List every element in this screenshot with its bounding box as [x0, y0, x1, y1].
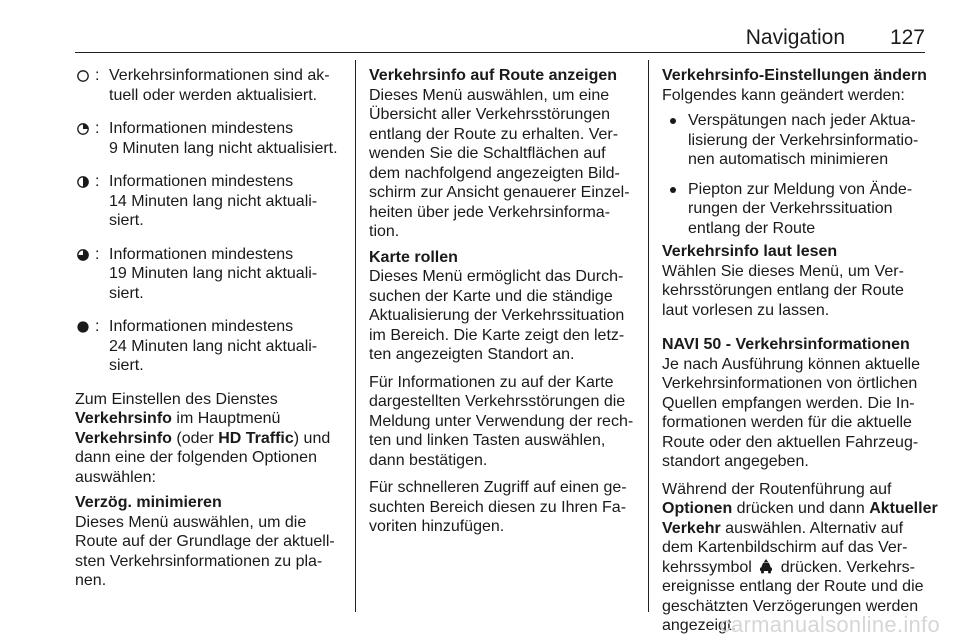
menu-term: Verkehr — [662, 519, 721, 537]
legend-text: Informationen mindestens — [109, 318, 294, 335]
column-divider-right — [648, 60, 649, 612]
header-title: Navigation — [745, 26, 845, 49]
menu-term: Verkehrsinfo — [75, 410, 172, 427]
section-verkehrsinfo-route: Verkehrsinfo auf Route anzeigen Dieses Menü auswählen, um eine Übersicht aller Verkehrsstörungen entlang der Route zu erhalten. Ver- wenden Sie die Schaltflächen auf dem nachfolgend angezeigten Bild- schirm zur Ansicht genauerer Einzel- heiten über jede Verkehrsinforma- tion. — [369, 67, 630, 240]
section-heading: Verkehrsinfo auf Route anzeigen — [369, 67, 618, 84]
paragraph: Für schnelleren Zugriff auf einen ge- suchten Bereich diesen zu Ihren Fa- voriten hinzufügen. — [369, 479, 627, 535]
column-left — [75, 66, 347, 591]
legend-text: siert. — [109, 357, 144, 374]
section-heading: Verkehrsinfo-Einstellungen ändern — [662, 67, 927, 84]
section-heading: Verkehrsinfo laut lesen — [662, 243, 838, 260]
paragraph: Während der Routenführung auf Optionen drücken und dann Aktueller Verkehr auswählen. Alternativ auf dem Kartenbildschirm auf das Ver- kehrssymbol drücken. Verkehrs- ereignisse entlang der Route und die geschätzten Verzögerungen werden angezeigt. — [662, 480, 938, 634]
legend-text: tuell oder werden aktualisiert. — [109, 86, 318, 104]
traffic-car-icon — [758, 559, 774, 574]
watermark: carmanualsonline.info — [719, 612, 940, 637]
section-verzoeg-minimieren: Verzög. minimieren Dieses Menü auswählen, um die Route auf der Grundlage der aktuell- sten Verkehrsinformationen zu pla- nen. — [75, 494, 335, 589]
bullet-icon — [670, 118, 676, 124]
legend-item: : Informationen mindestens 9 Minuten lang nicht aktualisiert. — [75, 119, 347, 158]
traffic-status-quarter-icon — [77, 123, 89, 135]
legend-text: 19 Minuten lang nicht aktuali- — [109, 265, 318, 282]
traffic-status-three-quarter-icon — [77, 249, 89, 261]
legend-text: 14 Minuten lang nicht aktuali- — [109, 192, 318, 210]
menu-term: HD Traffic — [218, 429, 294, 447]
list-item: Piepton zur Meldung von Ände- rungen der Verkehrssituation entlang der Route — [662, 180, 928, 239]
intro-paragraph: Zum Einstellen des Dienstes Verkehrsinfo im Hauptmenü Verkehrsinfo (oder HD Traffic) und dann eine der folgenden Optionen auswählen: — [75, 390, 331, 486]
legend-text: Informationen mindestens — [109, 173, 294, 190]
legend-item: : Informationen mindestens 19 Minuten lang nicht aktuali- siert. — [75, 245, 347, 304]
list-item: Verspätungen nach jeder Aktua- lisierung der Verkehrsinformatio- nen automatisch minimieren — [662, 111, 928, 170]
menu-term: Optionen — [662, 500, 733, 517]
column-middle — [369, 66, 635, 537]
page-header — [75, 22, 925, 52]
page-number: 127 — [889, 26, 925, 49]
column-right — [662, 66, 938, 636]
legend-item: : Informationen mindestens 14 Minuten lang nicht aktuali- siert. — [75, 172, 347, 231]
legend-text: Verkehrsinformationen sind ak- — [109, 67, 330, 84]
section-heading: Verzög. minimieren — [75, 494, 222, 511]
legend-item: : Informationen mindestens 24 Minuten lang nicht aktuali- siert. — [75, 317, 347, 376]
section-heading: NAVI 50 - Verkehrsinformationen — [662, 336, 910, 353]
legend-text: siert. — [109, 284, 144, 302]
legend-text: Informationen mindestens — [109, 120, 294, 137]
menu-term: Verkehrsinfo — [75, 429, 172, 447]
bullet-icon — [670, 187, 676, 193]
column-divider-left — [355, 60, 356, 612]
legend-text: 9 Minuten lang nicht aktualisiert. — [109, 139, 338, 157]
legend-text: siert. — [109, 212, 144, 229]
traffic-status-full-icon — [77, 321, 89, 333]
section-karte-rollen: Karte rollen Dieses Menü ermöglicht das Durch- suchen der Karte und die ständige Aktualisierung der Verkehrssituation im Bereich. Die Karte zeigt den letz- ten angezeigten Standort an. — [369, 248, 625, 363]
traffic-status-empty-icon — [77, 70, 89, 82]
section-navi50: NAVI 50 - Verkehrsinformationen Je nach Ausführung können aktuelle Verkehrsinformationen von örtlichen Quellen empfangen werden. Die In- formationen werden für die aktuelle Route oder den aktuellen Fahrzeug- standort angegeben. — [662, 336, 920, 470]
legend-text: 24 Minuten lang nicht aktuali- — [109, 337, 318, 355]
traffic-status-half-icon — [77, 176, 89, 188]
header-rule — [75, 52, 925, 53]
section-einstellungen: Verkehrsinfo-Einstellungen ändern Folgendes kann geändert werden: Verspätungen nach jeder Aktua- lisierung der Verkehrsinformatio- nen automatisch minimieren Piepton zur Meldung von Ände- rungen der Verkehrssituation entlang der Route — [662, 67, 927, 237]
menu-term: Aktueller — [869, 500, 938, 517]
section-heading: Karte rollen — [369, 248, 458, 266]
legend-item: : Verkehrsinformationen sind ak- tuell oder werden aktualisiert. — [75, 66, 347, 105]
legend-text: Informationen mindestens — [109, 245, 294, 263]
section-laut-lesen: Verkehrsinfo laut lesen Wählen Sie dieses Menü, um Ver- kehrsstörungen entlang der Route laut vorlesen zu lassen. — [662, 243, 904, 319]
paragraph: Für Informationen zu auf der Karte dargestellten Verkehrsstörungen die Meldung unter Verwendung der rech- ten und linken Tasten auswählen, dann bestätigen. — [369, 373, 634, 469]
